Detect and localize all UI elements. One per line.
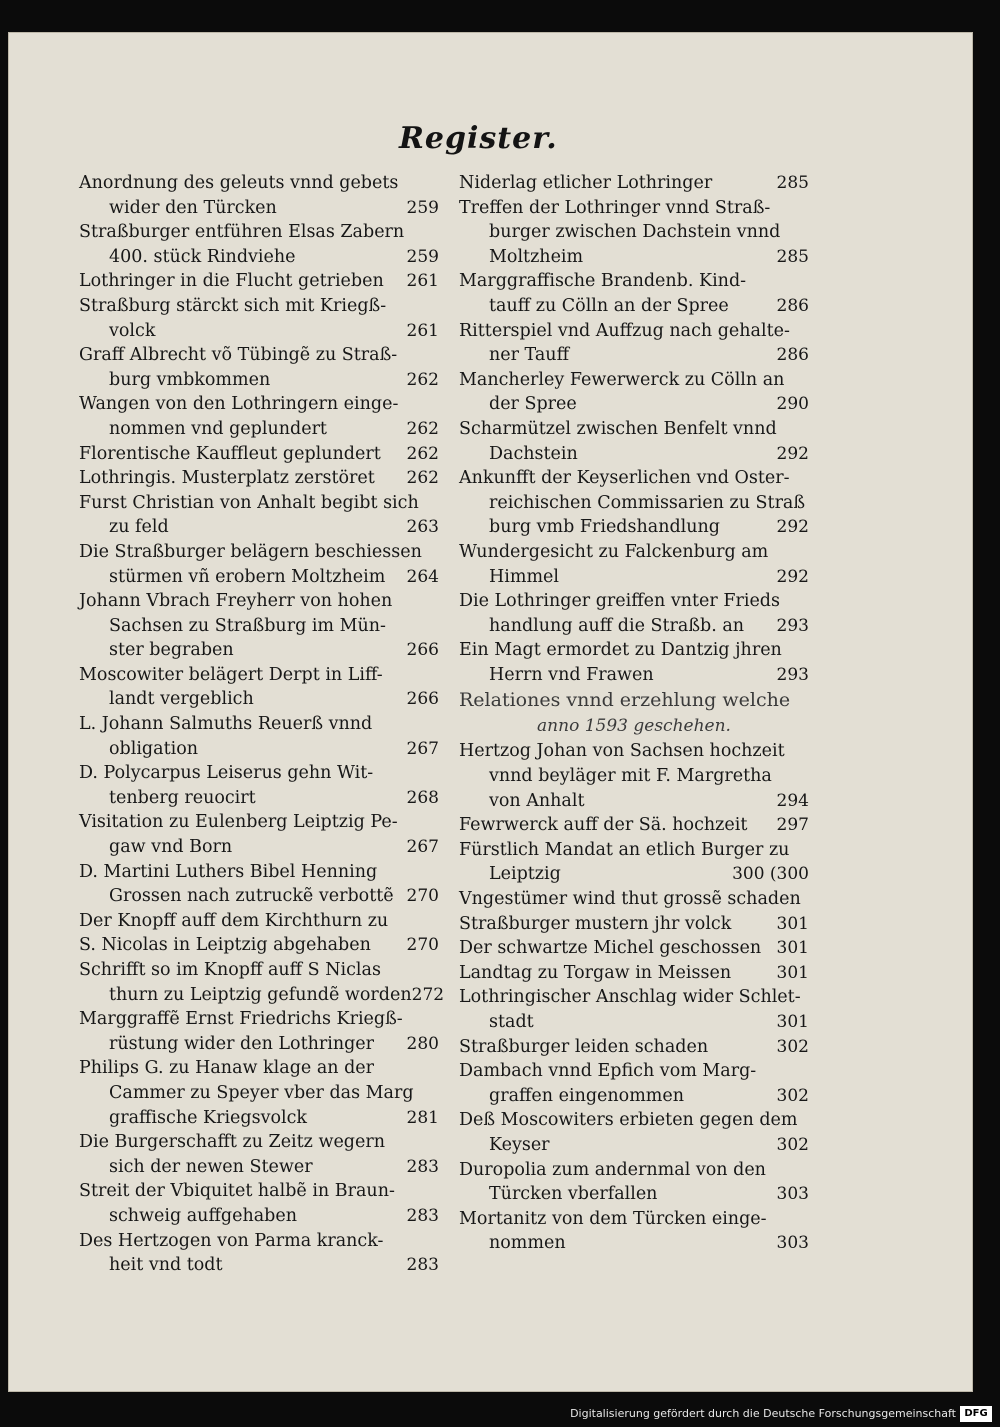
register-entry-line — [79, 245, 439, 270]
entry-text: S. Nicolas in Leiptzig abgehaben — [79, 935, 371, 956]
register-entry-line — [459, 961, 809, 986]
register-entry-line — [459, 838, 809, 863]
entry-text: Fewrwerck auff der Sä. hochzeit — [459, 815, 748, 836]
register-entry-line — [79, 737, 439, 762]
entry-page-number: 263 — [406, 517, 439, 538]
entry-text: burger zwischen Dachstein vnnd — [489, 222, 781, 243]
entry-text: Wundergesicht zu Falckenburg am — [459, 541, 769, 562]
register-entry-line — [79, 269, 439, 294]
entry-text: Dambach vnnd Epfich vom Marg- — [459, 1061, 757, 1082]
entry-text: Marggraffische Brandenb. Kind- — [459, 271, 747, 292]
entry-text: obligation — [109, 738, 199, 759]
entry-text: reichischen Commissarien zu Straß — [489, 492, 806, 513]
register-entry-line — [79, 884, 439, 909]
register-entry-line — [79, 319, 439, 344]
entry-text: tenberg reuocirt — [109, 787, 256, 808]
entry-text: Dachstein — [489, 443, 578, 464]
entry-page-number: 293 — [776, 615, 809, 636]
register-entry-line — [79, 1081, 439, 1106]
register-entry-line — [459, 171, 809, 196]
entry-text: graffen eingenommen — [489, 1085, 685, 1106]
entry-page-number: 301 — [776, 913, 809, 934]
entry-text: Landtag zu Torgaw in Meissen — [459, 962, 732, 983]
entry-text: Relationes vnnd erzehlung welche — [459, 689, 791, 712]
entry-text: landt vergeblich — [109, 689, 254, 710]
entry-page-number: 292 — [776, 443, 809, 464]
entry-page-number: 301 — [776, 938, 809, 959]
register-entry-line — [459, 589, 809, 614]
entry-text: ster begraben — [109, 640, 234, 661]
entry-page-number: 266 — [406, 689, 439, 710]
register-entry-line — [79, 1032, 439, 1057]
entry-page-number: 302 — [776, 1085, 809, 1106]
entry-page-number: 286 — [776, 345, 809, 366]
register-entry-line — [459, 1108, 809, 1133]
register-entry-line — [459, 442, 809, 467]
register-entry-line — [79, 761, 439, 786]
register-entry-line — [79, 1229, 439, 1254]
register-entry-line — [79, 1179, 439, 1204]
register-entry-line — [459, 813, 809, 838]
entry-text: thurn zu Leiptzig gefundẽ worden — [109, 984, 412, 1005]
document-page — [8, 32, 973, 1392]
register-entry-line — [459, 764, 809, 789]
entry-page-number: 293 — [776, 664, 809, 685]
register-entry-line — [79, 220, 439, 245]
register-entry-line — [459, 739, 809, 764]
entry-page-number: 261 — [406, 271, 439, 292]
entry-text: von Anhalt — [489, 790, 585, 811]
register-entry-line — [79, 368, 439, 393]
entry-text: Lothringis. Musterplatz zerstöret — [79, 468, 375, 489]
dfg-logo: DFG — [960, 1406, 992, 1422]
entry-text: Marggraffẽ Ernst Friedrichs Kriegß- — [79, 1009, 403, 1030]
register-entry-line — [459, 663, 809, 688]
entry-page-number: 285 — [776, 173, 809, 193]
entry-page-number: 286 — [776, 295, 809, 316]
register-entry-line — [459, 515, 809, 540]
entry-text: rüstung wider den Lothringer — [109, 1033, 375, 1054]
register-entry-line — [79, 909, 439, 934]
entry-page-number: 302 — [776, 1134, 809, 1155]
entry-text: graffische Kriegsvolck — [109, 1107, 308, 1128]
entry-text: Scharmützel zwischen Benfelt vnnd — [459, 418, 777, 439]
register-entry-line — [79, 392, 439, 417]
register-entry-line — [459, 392, 809, 417]
register-entry-line — [79, 589, 439, 614]
entry-page-number: 268 — [406, 787, 439, 808]
entry-text: Graff Albrecht võ Tübingẽ zu Straß- — [79, 345, 398, 366]
entry-text: Lothringer in die Flucht getrieben — [79, 271, 384, 292]
register-entry-line — [459, 1182, 809, 1207]
entry-page-number: 261 — [406, 320, 439, 341]
entry-text: Duropolia zum andernmal von den — [459, 1159, 766, 1180]
register-entry-line — [459, 220, 809, 245]
register-entry-line — [79, 1253, 439, 1278]
entry-page-number: 294 — [776, 790, 809, 811]
register-entry-line — [79, 1155, 439, 1180]
register-entry-line — [459, 887, 809, 912]
entry-text: D. Martini Luthers Bibel Henning — [79, 861, 378, 882]
register-entry-line — [459, 862, 809, 887]
register-entry-line — [79, 1130, 439, 1155]
entry-page-number: 259 — [406, 246, 439, 267]
register-entry-line — [459, 491, 809, 516]
entry-page-number: 281 — [406, 1107, 439, 1128]
entry-page-number: 283 — [406, 1255, 439, 1276]
entry-text: Treffen der Lothringer vnnd Straß- — [459, 197, 771, 218]
entry-text: burg vmbkommen — [109, 369, 271, 390]
register-entry-line — [79, 491, 439, 516]
entry-text: Mortanitz von dem Türcken einge- — [459, 1208, 767, 1229]
register-entry-line — [459, 638, 809, 663]
entry-page-number: 262 — [406, 468, 439, 489]
footer-bar — [0, 1405, 1000, 1427]
entry-page-number: 283 — [406, 1205, 439, 1226]
entry-text: Ankunfft der Keyserlichen vnd Oster- — [459, 468, 790, 489]
entry-text: Sachsen zu Straßburg im Mün- — [109, 615, 386, 636]
entry-text: Türcken vberfallen — [489, 1184, 658, 1205]
register-entry-line — [459, 1231, 809, 1256]
register-entry-line — [459, 912, 809, 937]
entry-page-number: 283 — [406, 1156, 439, 1177]
entry-text: Florentische Kauffleut geplundert — [79, 443, 381, 464]
entry-text: Moltzheim — [489, 246, 584, 267]
entry-text: Wangen von den Lothringern einge- — [79, 394, 399, 415]
register-entry-line — [79, 958, 439, 983]
entry-page-number: 264 — [406, 566, 439, 587]
register-entry-line — [459, 687, 809, 713]
entry-text: Straßburger mustern jhr volck — [459, 913, 732, 934]
register-entry-line — [459, 713, 809, 739]
register-entry-line — [79, 835, 439, 860]
entry-page-number: 259 — [406, 197, 439, 218]
entry-text: Johann Vbrach Freyherr von hohen — [79, 591, 393, 612]
register-entry-line — [79, 343, 439, 368]
entry-page-number: 270 — [406, 935, 439, 956]
entry-text: ner Tauff — [489, 345, 570, 366]
register-entry-line — [79, 786, 439, 811]
entry-text: Die Burgerschafft zu Zeitz wegern — [79, 1132, 385, 1153]
entry-page-number: 303 — [776, 1233, 809, 1254]
entry-text: Leiptzig — [489, 864, 561, 885]
entry-page-number: 270 — [406, 886, 439, 907]
entry-text: 400. stück Rindviehe — [109, 246, 296, 267]
entry-text: Grossen nach zutruckẽ verbottẽ — [109, 886, 394, 907]
register-entry-line — [79, 983, 445, 1008]
register-entry-line — [79, 515, 439, 540]
register-entry-line — [459, 417, 809, 442]
entry-text: Ritterspiel vnd Auffzug nach gehalte- — [459, 320, 790, 341]
entry-text: Lothringischer Anschlag wider Schlet- — [459, 987, 801, 1008]
entry-text: Keyser — [489, 1134, 550, 1155]
register-entry-line — [459, 1059, 809, 1084]
entry-text: nommen vnd geplundert — [109, 418, 327, 439]
entry-text: Furst Christian von Anhalt begibt sich — [79, 492, 419, 513]
entry-page-number: 280 — [406, 1033, 439, 1054]
register-entry-line — [79, 687, 439, 712]
register-entry-line — [459, 565, 809, 590]
register-entry-line — [459, 1035, 809, 1060]
entry-text: wider den Türcken — [109, 197, 277, 218]
left-column — [79, 171, 445, 1278]
entry-text: Des Hertzogen von Parma kranck- — [79, 1230, 384, 1251]
entry-text: Straßburger leiden schaden — [459, 1036, 709, 1057]
page-title: Register. — [399, 121, 558, 156]
entry-text: Anordnung des geleuts vnnd gebets — [79, 173, 399, 193]
entry-page-number: 285 — [776, 246, 809, 267]
register-entry-line — [459, 1207, 809, 1232]
entry-text: vnnd beyläger mit F. Margretha — [489, 766, 772, 787]
register-entry-line — [459, 294, 809, 319]
entry-text: Hertzog Johan von Sachsen hochzeit — [459, 741, 785, 762]
register-entry-line — [79, 196, 439, 221]
entry-text: der Spree — [489, 394, 577, 415]
entry-page-number: 262 — [406, 369, 439, 390]
register-entry-line — [79, 1056, 439, 1081]
entry-text: D. Polycarpus Leiserus gehn Wit- — [79, 763, 374, 784]
entry-text: Mancherley Fewerwerck zu Cölln an — [459, 369, 785, 390]
entry-text: Straßburg stärckt sich mit Kriegß- — [79, 295, 387, 316]
entry-text: L. Johann Salmuths Reuerß vnnd — [79, 714, 373, 735]
register-entry-line — [459, 936, 809, 961]
register-entry-line — [459, 343, 809, 368]
register-entry-line — [79, 1106, 439, 1131]
register-entry-line — [459, 985, 809, 1010]
entry-text: Der schwartze Michel geschossen — [459, 938, 762, 959]
register-entry-line — [79, 1204, 439, 1229]
entry-page-number: 301 — [776, 1012, 809, 1032]
entry-page-number: 272 — [411, 984, 445, 1005]
register-entry-line — [79, 442, 439, 467]
entry-page-number: 290 — [776, 394, 809, 415]
register-entry-line — [459, 1084, 809, 1109]
register-entry-line — [459, 466, 809, 491]
entry-text: Vngestümer wind thut grossẽ schaden — [459, 889, 801, 910]
entry-text: Cammer zu Speyer vber das Marg — [109, 1082, 414, 1103]
register-entry-line — [79, 1007, 439, 1032]
entry-page-number: 292 — [776, 517, 809, 538]
entry-text: Philips G. zu Hanaw klage an der — [79, 1058, 375, 1079]
entry-page-number: 300 (300 — [732, 864, 809, 885]
entry-text: volck — [109, 320, 156, 341]
entry-text: stadt — [489, 1012, 534, 1032]
register-entry-line — [79, 171, 439, 196]
register-entry-line — [79, 860, 439, 885]
entry-page-number: 266 — [406, 640, 439, 661]
register-entry-line — [459, 614, 809, 639]
register-entry-line — [79, 466, 439, 491]
entry-text: Streit der Vbiquitet halbẽ in Braun- — [79, 1181, 395, 1202]
entry-text: Fürstlich Mandat an etlich Burger zu — [459, 839, 790, 860]
entry-text: Der Knopff auff dem Kirchthurn zu — [79, 910, 389, 931]
register-entry-line — [459, 1158, 809, 1183]
register-entry-line — [459, 319, 809, 344]
entry-text: Herrn vnd Frawen — [489, 664, 654, 685]
entry-text: sich der newen Stewer — [109, 1156, 313, 1177]
entry-text: Visitation zu Eulenberg Leiptzig Pe- — [79, 812, 398, 833]
register-entry-line — [79, 294, 439, 319]
entry-text: Moscowiter belägert Derpt in Liff- — [79, 664, 383, 685]
entry-text: schweig auffgehaben — [109, 1205, 297, 1226]
entry-text: Himmel — [489, 566, 559, 587]
footer-credit: Digitalisierung gefördert durch die Deutsche Forschungsgemeinschaft — [570, 1407, 956, 1420]
register-entry-line — [79, 417, 439, 442]
entry-text: Die Straßburger belägern beschiessen — [79, 541, 422, 562]
register-entry-line — [79, 810, 439, 835]
entry-text: Schrifft so im Knopff auff S Niclas — [79, 960, 381, 980]
register-entry-line — [459, 1010, 809, 1035]
register-entry-line — [79, 712, 439, 737]
entry-text: heit vnd todt — [109, 1255, 223, 1276]
right-column — [459, 171, 809, 1256]
entry-text: Die Lothringer greiffen vnter Frieds — [459, 591, 780, 612]
register-entry-line — [459, 540, 809, 565]
entry-page-number: 262 — [406, 418, 439, 439]
entry-page-number: 303 — [776, 1184, 809, 1205]
entry-text: anno 1593 geschehen. — [537, 716, 731, 737]
entry-text: zu feld — [109, 517, 169, 538]
entry-text: stürmen vñ erobern Moltzheim — [109, 566, 386, 587]
entry-page-number: 267 — [406, 837, 439, 858]
entry-text: burg vmb Friedshandlung — [489, 517, 721, 538]
register-entry-line — [459, 269, 809, 294]
entry-text: tauff zu Cölln an der Spree — [489, 295, 729, 316]
register-entry-line — [79, 933, 439, 958]
entry-text: Ein Magt ermordet zu Dantzig jhren — [459, 640, 782, 661]
register-entry-line — [459, 196, 809, 221]
entry-text: Deß Moscowiters erbieten gegen dem — [459, 1110, 798, 1131]
entry-page-number: 267 — [406, 738, 439, 759]
entry-page-number: 302 — [776, 1036, 809, 1057]
register-entry-line — [79, 540, 439, 565]
entry-page-number: 262 — [406, 443, 439, 464]
entry-text: gaw vnd Born — [109, 837, 233, 858]
entry-text: nommen — [489, 1233, 566, 1254]
entry-page-number: 292 — [776, 566, 809, 587]
entry-text: handlung auff die Straßb. an — [489, 615, 745, 636]
entry-page-number: 297 — [776, 815, 809, 836]
register-entry-line — [79, 565, 439, 590]
entry-text: Niderlag etlicher Lothringer — [459, 173, 713, 193]
entry-text: Straßburger entführen Elsas Zabern — [79, 222, 405, 243]
register-entry-line — [79, 614, 439, 639]
register-entry-line — [79, 638, 439, 663]
register-entry-line — [79, 663, 439, 688]
register-entry-line — [459, 1133, 809, 1158]
register-entry-line — [459, 368, 809, 393]
register-entry-line — [459, 245, 809, 270]
entry-page-number: 301 — [776, 962, 809, 983]
register-entry-line — [459, 789, 809, 814]
